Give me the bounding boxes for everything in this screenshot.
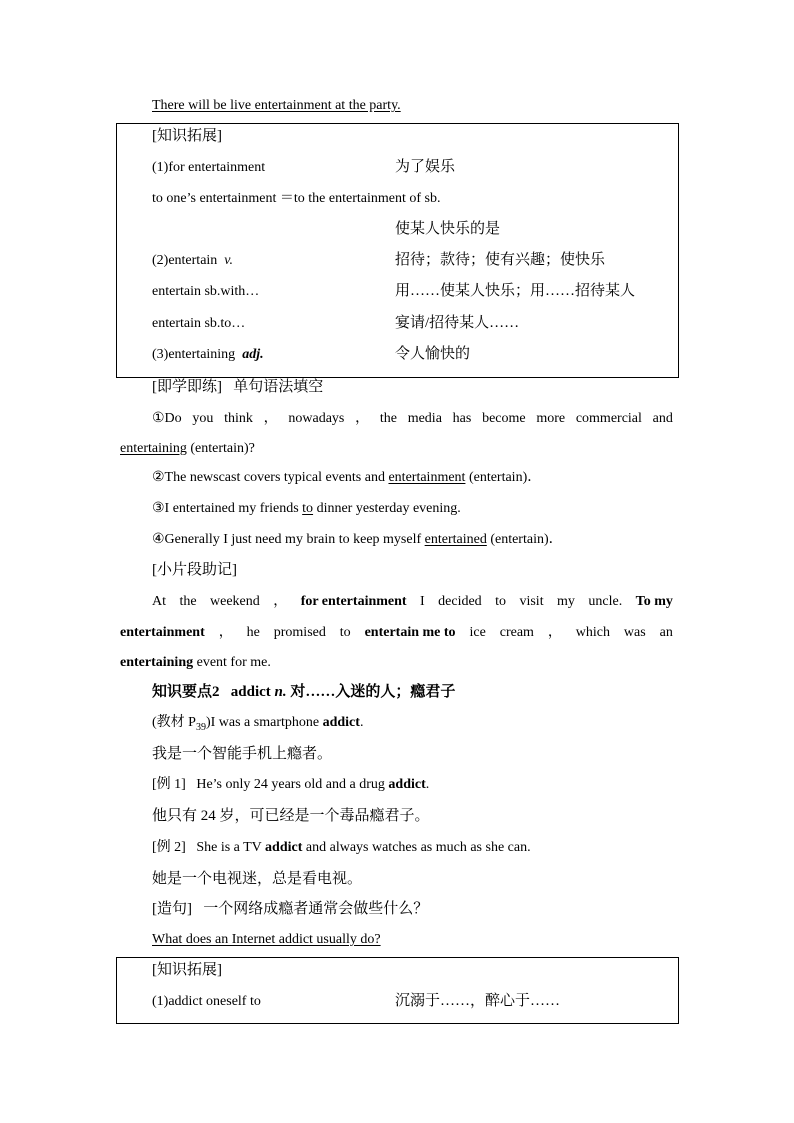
memory-line-2: entertainment ， he promised to entertain me to ice cream ， which was an: [120, 625, 673, 640]
answer-entertainment: entertainment: [388, 470, 466, 485]
example-1: [例 1] He’s only 24 years old and a drug addict.: [152, 777, 430, 792]
phrase-zh: 沉溺于……，醉心于……: [395, 993, 561, 1009]
key-point-2-heading: [152, 683, 455, 701]
phrase-zh: 使某人快乐的是: [395, 221, 501, 237]
part-of-speech: adj.: [242, 347, 264, 362]
box-heading: [知识拓展]: [152, 128, 222, 144]
phrase-word: (3)entertaining: [152, 347, 236, 362]
answer-entertaining: entertaining: [120, 441, 187, 456]
answer-to: to: [302, 501, 314, 516]
phrase-zh: 令人愉快的: [395, 346, 471, 362]
phrase-zh: 宴请/招待某人……: [395, 315, 520, 331]
example-1-translation: 他只有 24 岁，可已经是一个毒品瘾君子。: [152, 808, 430, 824]
phrase-zh: 为了娱乐: [395, 159, 456, 175]
key-meaning: 对……入迷的人；瘾君子: [290, 684, 456, 700]
example-2: [例 2] She is a TV addict and always watches as much as she can.: [152, 840, 531, 855]
practice-heading: [152, 378, 323, 396]
textbook-translation: 我是一个智能手机上瘾者。: [152, 746, 333, 762]
textbook-sentence: (教材 $P_{39})I$ was a smartphone addict.: [152, 715, 364, 733]
phrase-en: (1)addict oneself to: [152, 994, 261, 1009]
part-of-speech: n.: [274, 684, 287, 700]
phrase-en: entertain sb.with…: [152, 284, 260, 299]
memory-line-1: At the weekend ， for entertainment I decided to visit my uncle. To my: [152, 594, 673, 609]
memory-heading: [小片段助记]: [152, 562, 237, 578]
intro-sentence: There will be live entertainment at the party.: [152, 98, 401, 113]
practice-title: 单句语法填空: [233, 379, 324, 395]
practice-label: [即学即练]: [152, 379, 222, 395]
make-sentence-answer: What does an Internet addict usually do?: [152, 932, 381, 947]
phrase-en: [152, 346, 264, 364]
question-2: ②The newscast covers typical events and entertainment (entertain)．: [152, 470, 542, 485]
memory-line-3: entertaining event for me.: [120, 655, 271, 670]
phrase-en: entertain sb.to…: [152, 316, 246, 331]
question-rest: (entertain)?: [190, 441, 255, 456]
phrase-zh: 用……使某人快乐；用……招待某人: [395, 283, 636, 299]
phrase-en: (1)for entertainment: [152, 160, 266, 175]
question-3: ③I entertained my friends to dinner yesterday evening.: [152, 501, 461, 516]
phrase-zh: 招待；款待；使有兴趣；使快乐: [395, 252, 606, 268]
question-1-line: ①Do you think ， nowadays ， the media has become more commercial and: [152, 411, 673, 426]
key-word: addict: [230, 684, 271, 700]
phrase-en: [152, 252, 233, 270]
part-of-speech: v.: [224, 253, 233, 268]
key-point-label: 知识要点2: [152, 684, 220, 700]
box-heading: [知识拓展]: [152, 962, 222, 978]
make-sentence: [造句] 一个网络成瘾者通常会做些什么？: [152, 901, 429, 917]
answer-entertained: entertained: [424, 532, 487, 547]
question-1-answer-line: [120, 440, 255, 458]
example-2-translation: 她是一个电视迷，总是看电视。: [152, 871, 363, 887]
question-4: ④Generally I just need my brain to keep myself entertained (entertain)．: [152, 532, 563, 547]
phrase-en: to one’s entertainment ＝to the entertainment of sb.: [152, 191, 441, 206]
phrase-word: (2)entertain: [152, 253, 218, 268]
